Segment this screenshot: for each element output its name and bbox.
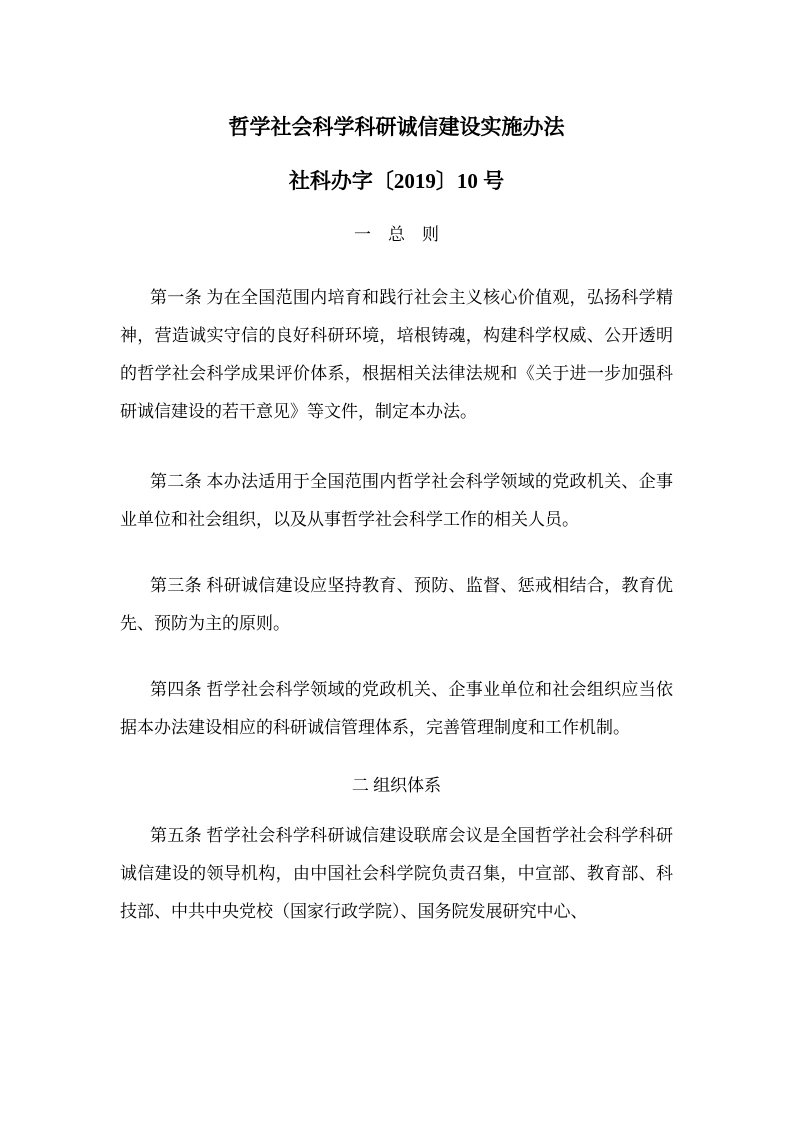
section-heading-organization-system: 二 组织体系 [351, 776, 442, 795]
article-5-paragraph: 第五条 哲学社会科学科研诚信建设联席会议是全国哲学社会科学科研诚信建设的领导机构，由中国社会科学院负责召集，中宣部、教育部、科技部、中共中央党校（国家行政学院）、国务院发展研究中心、 [120, 826, 673, 921]
article-2-paragraph: 第二条 本办法适用于全国范围内哲学社会科学领域的党政机关、企事业单位和社会组织，以及从事哲学社会科学工作的相关人员。 [120, 472, 673, 529]
document-title: 哲学社会科学科研诚信建设实施办法 [228, 115, 565, 139]
document-number: 社科办字〔2019〕10 号 [288, 169, 505, 193]
section-heading-general-provisions: 一 总 则 [354, 225, 439, 244]
article-3-paragraph: 第三条 科研诚信建设应坚持教育、预防、监督、惩戒相结合，教育优先、预防为主的原则。 [120, 576, 673, 633]
article-4-paragraph: 第四条 哲学社会科学领域的党政机关、企事业单位和社会组织应当依据本办法建设相应的科研诚信管理体系，完善管理制度和工作机制。 [120, 680, 673, 737]
article-1-paragraph: 第一条 为在全国范围内培育和践行社会主义核心价值观，弘扬科学精神，营造诚实守信的良好科研环境，培根铸魂，构建科学权威、公开透明的哲学社会科学成果评价体系，根据相关法律法规和《关于进一步加强科研诚信建设的若干意见》等文件，制定本办法。 [120, 288, 673, 421]
